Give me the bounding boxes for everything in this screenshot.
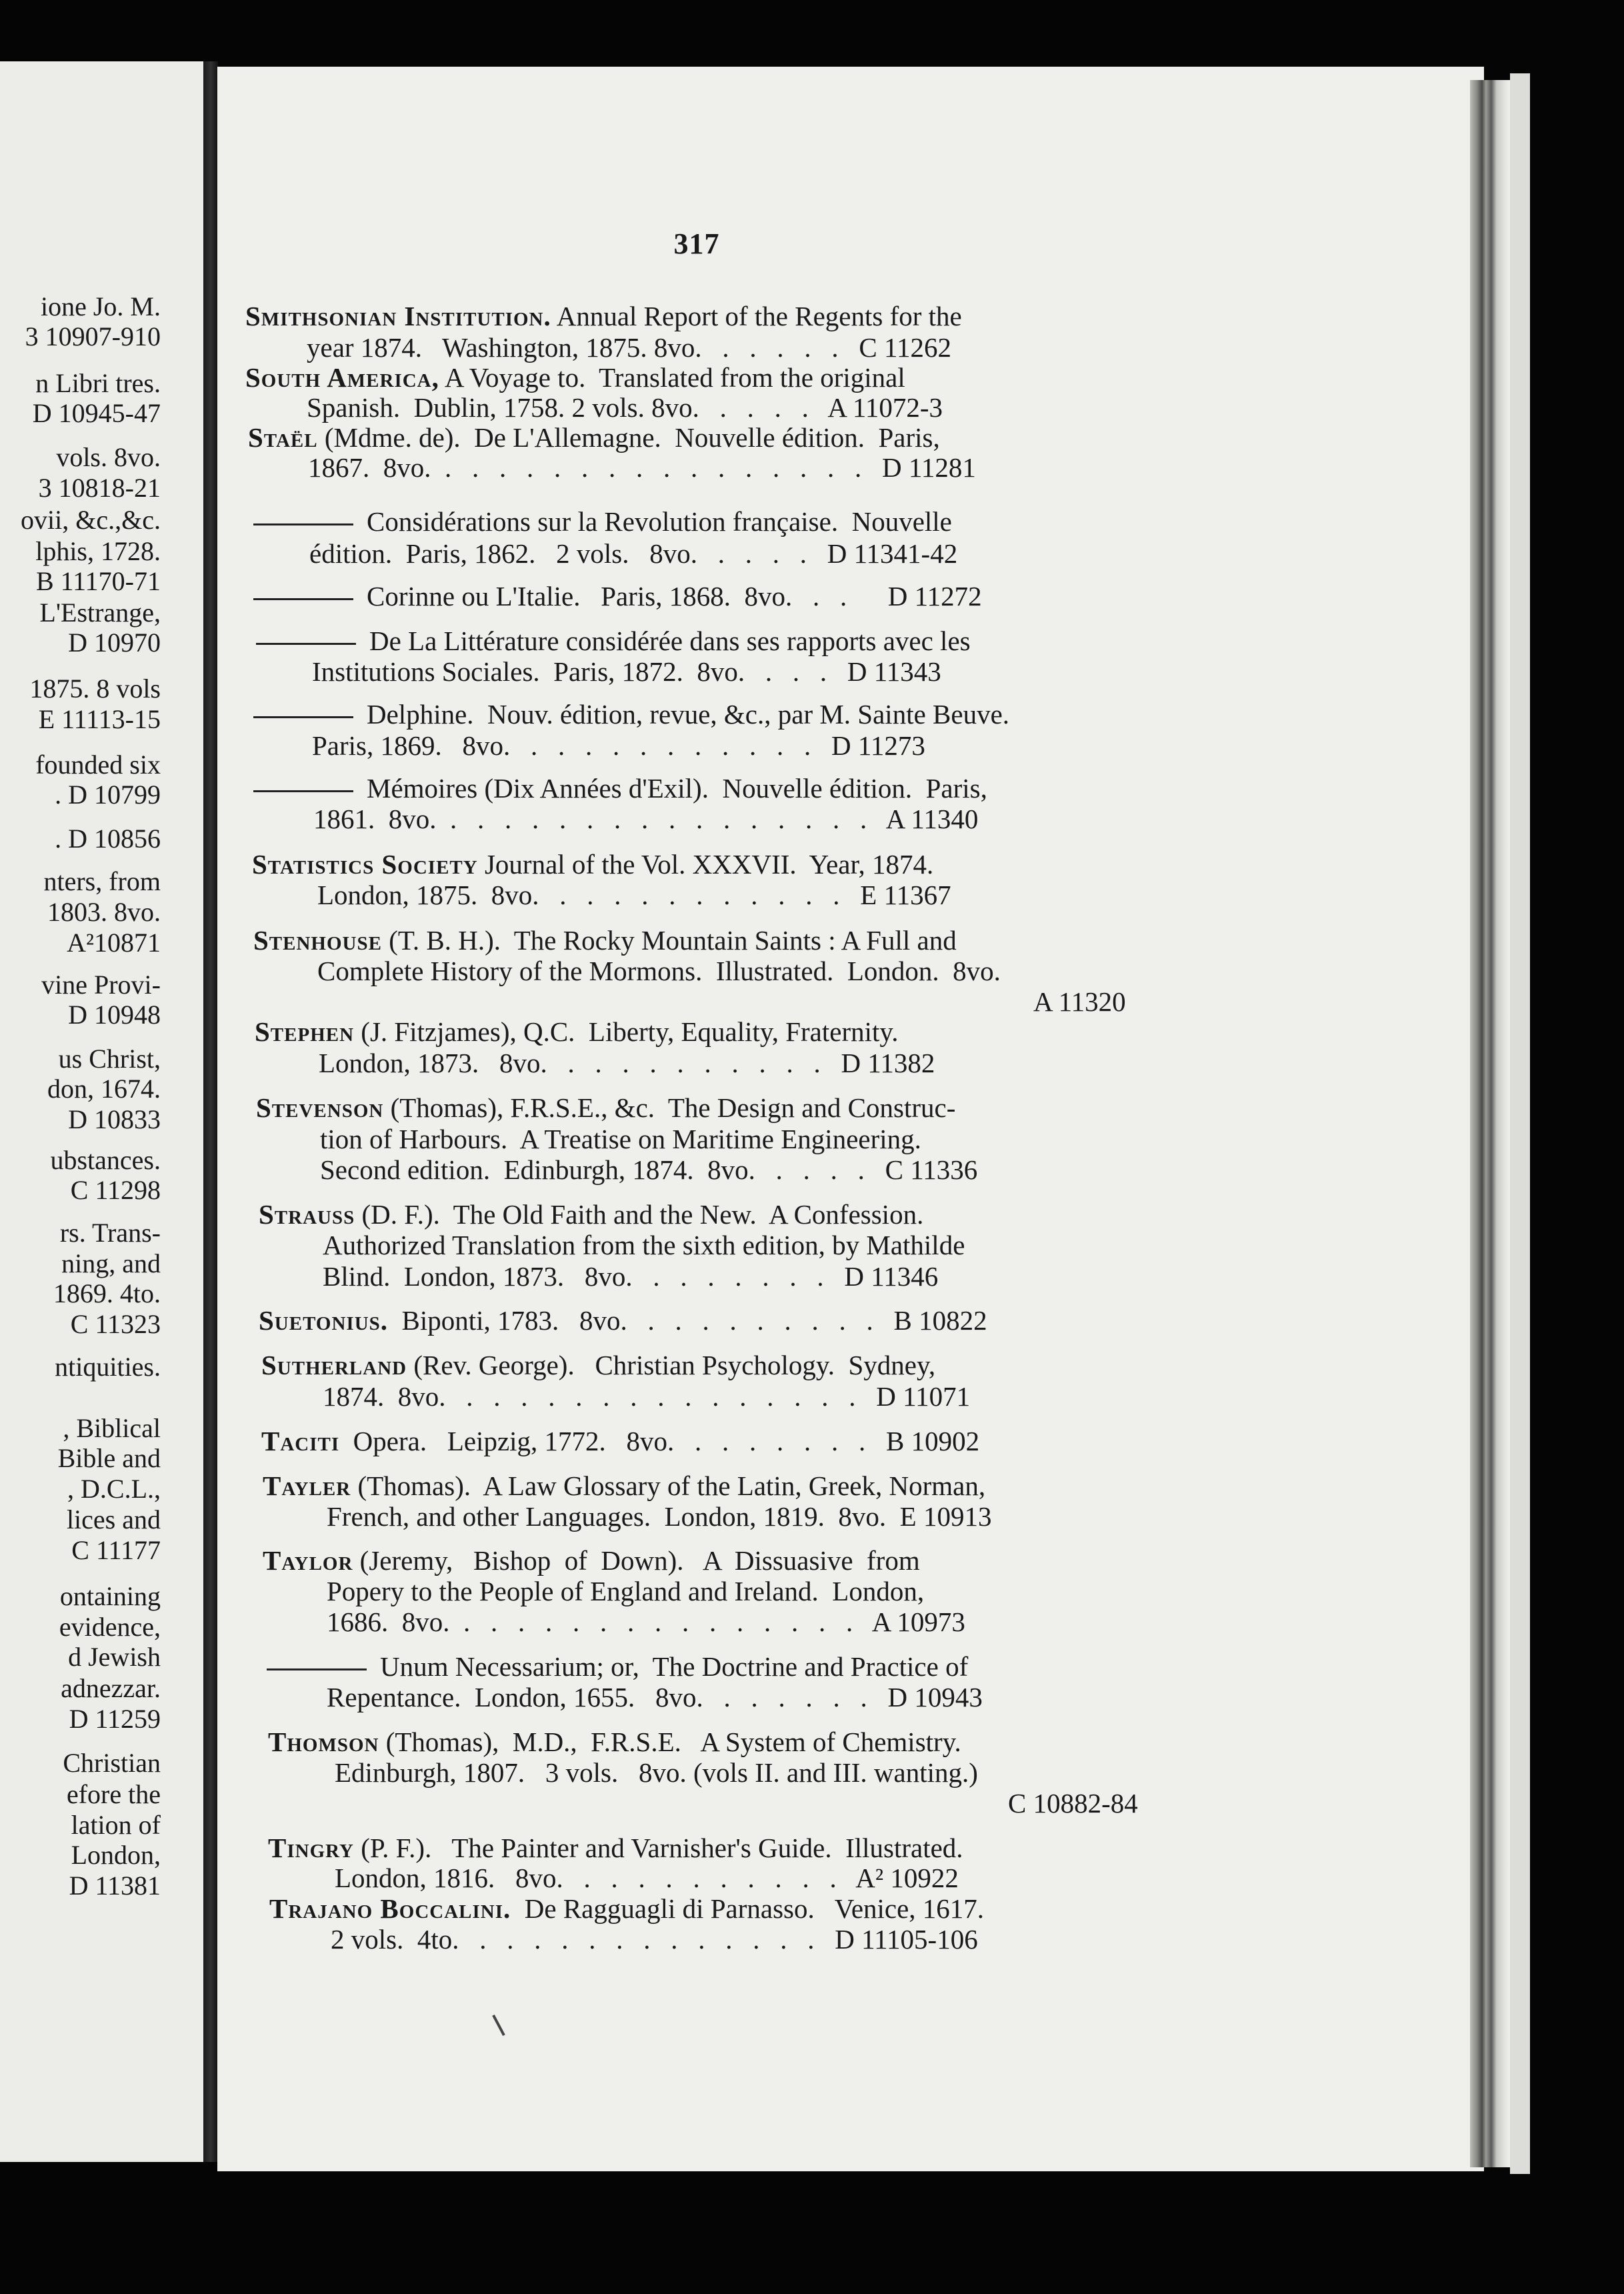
previous-page-text: C 11298 [70,1175,161,1205]
entry-text: De Ragguagli di Parnasso. Venice, 1617. [511,1893,985,1924]
entry-text: 1686. 8vo. . . . . . . . . . . . . . . . A 10973 [327,1606,965,1637]
entry-line [268,1832,1164,1864]
previous-page-text: 1803. 8vo. [47,897,161,927]
previous-page-text: ovii, &c.,&c. [21,505,161,535]
entry-line [327,1575,1159,1607]
previous-page-text: L'Estrange, [39,598,161,628]
previous-page-text: . D 10856 [55,824,161,854]
page-edge-margin [1510,73,1530,2174]
entry-text: (Thomas), F.R.S.E., &c. The Design and Construc- [383,1092,956,1123]
entry-text: Edinburgh, 1807. 3 vols. 8vo. (vols II. and III. wanting.) [335,1757,978,1788]
entry-text: (Mdme. de). De L'Allemagne. Nouvelle édition. Paris, [317,422,940,453]
previous-page-text: efore the [66,1779,161,1809]
entry-text: édition. Paris, 1862. 2 vols. 8vo. . . . . D 11341-42 [309,538,958,569]
previous-page-text: Bible and [57,1443,161,1473]
entry-line [256,625,1140,657]
previous-page-text: , D.C.L., [67,1474,161,1504]
entry-text: (D. F.). The Old Faith and the New. A Confession. [355,1199,924,1230]
previous-page-text: D 10948 [68,1000,161,1030]
entry-line [263,1544,1157,1576]
entry-heading: Tingry [268,1833,354,1863]
entry-line [312,656,1140,688]
entry-line [261,1425,1155,1457]
entry-line [323,1260,1152,1292]
previous-page-text: A²10871 [67,928,161,958]
entry-text: A 11320 [1033,986,1126,1017]
ditto-rule [253,790,353,792]
previous-page-text: C 11323 [70,1309,161,1339]
entry-line [267,1650,1160,1682]
entry-heading: Suetonius. [259,1305,389,1336]
entry-line [327,1500,1157,1532]
ditto-rule [256,643,356,645]
entry-text: Considérations sur la Revolution française. Nouvelle [367,506,952,537]
entry-line [255,1016,1147,1048]
entry-text: tion of Harbours. A Treatise on Maritime Engineering. [320,1124,921,1154]
previous-page-text: . D 10799 [55,780,161,810]
entry-text: Delphine. Nouv. édition, revue, &c., par M. Sainte Beuve. [367,699,1010,730]
book-gutter [203,61,218,2162]
entry-text: (J. Fitzjames), Q.C. Liberty, Equality, Fraternity. [354,1016,899,1047]
entry-line [259,1198,1151,1230]
ditto-rule [253,716,353,718]
entry-text: 1867. 8vo. . . . . . . . . . . . . . . . . D 11281 [308,452,976,483]
previous-page-text: ning, and [61,1248,161,1278]
entry-line [252,848,1144,880]
entry-heading: Tayler [263,1470,351,1501]
previous-page-text: us Christ, [58,1044,161,1074]
previous-page-text: D 10833 [68,1104,161,1134]
previous-page-text: d Jewish [68,1642,161,1672]
entry-line [1008,1787,1163,1819]
previous-page-text: D 10970 [68,628,161,658]
entry-line [253,580,1137,612]
entry-line [259,1304,1153,1336]
entry-text: Unum Necessarium; or, The Doctrine and Practice of [380,1651,969,1682]
previous-page-text: 3 10907-910 [25,321,161,351]
previous-page-text: nters, from [43,866,161,896]
entry-line [253,924,1144,956]
entry-line [269,1893,1165,1925]
entry-line [323,1380,1153,1412]
previous-page-text: founded six [35,750,161,780]
entry-line [263,1470,1157,1502]
entry-line [320,1123,1148,1155]
previous-page-text: lices and [66,1504,161,1534]
entry-line [261,1349,1153,1381]
previous-page-text: ubstances. [50,1145,161,1175]
entry-line [253,505,1137,537]
entry-text: Annual Report of the Regents for the [551,301,962,331]
entry-line [309,537,1137,569]
previous-page-text: lation of [71,1810,161,1840]
entry-text: Biponti, 1783. 8vo. . . . . . . . . . B 10822 [388,1305,987,1336]
entry-heading: Taylor [263,1545,353,1576]
entry-line [317,955,1145,987]
previous-page-text: B 11170-71 [35,566,161,596]
entry-line [308,451,1135,483]
entry-line [245,361,1133,393]
entry-text: Mémoires (Dix Années d'Exil). Nouvelle édition. Paris, [367,773,987,804]
entry-line [313,803,1143,835]
entry-line [1033,986,1145,1018]
entry-text: Opera. Leipzig, 1772. 8vo. . . . . . . . B 10902 [339,1426,980,1456]
ditto-rule [267,1668,367,1670]
entry-text: Institutions Sociales. Paris, 1872. 8vo. . . . D 11343 [312,656,941,687]
entry-heading: Staël [248,422,318,453]
entry-heading: Stevenson [256,1092,384,1123]
entry-text: (P. F.). The Painter and Varnisher's Guide. Illustrated. [354,1833,963,1863]
entry-text: (Thomas). A Law Glossary of the Latin, Greek, Norman, [351,1470,986,1501]
entry-heading: Stephen [255,1016,355,1047]
entry-text: (Thomas), M.D., F.R.S.E. A System of Chemistry. [379,1727,961,1757]
entry-line [320,1154,1149,1186]
entry-text: London, 1875. 8vo. . . . . . . . . . . . E 11367 [317,880,951,910]
entry-line [331,1923,1167,1955]
entry-heading: Smithsonian Institution. [245,301,551,331]
previous-page-text: C 11177 [71,1535,161,1565]
entry-line [307,391,1133,423]
entry-text: 2 vols. 4to. . . . . . . . . . . . . . D 11105-106 [331,1924,978,1955]
entry-line [327,1606,1159,1638]
ditto-rule [253,598,353,600]
previous-page-text: n Libri tres. [35,368,161,398]
entry-text: London, 1816. 8vo. . . . . . . . . . . A² 10922 [335,1863,959,1893]
entry-heading: Taciti [261,1426,340,1456]
entry-text: (T. B. H.). The Rocky Mountain Saints : A Full and [381,925,957,956]
entry-line [317,879,1144,911]
entry-text: Corinne ou L'Italie. Paris, 1868. 8vo. . . D 11272 [367,581,982,612]
entry-text: Second edition. Edinburgh, 1874. 8vo. . . . . C 11336 [320,1154,978,1185]
entry-text: 1874. 8vo. . . . . . . . . . . . . . . . D 11071 [323,1381,971,1412]
entry-text: Blind. London, 1873. 8vo. . . . . . . . D 11346 [323,1261,939,1292]
entry-text: Spanish. Dublin, 1758. 2 vols. 8vo. . . . . A 11072-3 [307,392,943,423]
entry-line [245,300,1133,332]
entry-text: De La Littérature considérée dans ses rapports avec les [369,626,971,656]
previous-page-text: lphis, 1728. [35,536,161,566]
entry-text: (Jeremy, Bishop of Down). A Dissuasive from [353,1545,920,1576]
previous-page-text: Christian [63,1748,161,1778]
page-edge-stack [1470,80,1510,2167]
entry-line [335,1757,1163,1789]
entry-line [256,1092,1148,1124]
entry-heading: Strauss [259,1199,355,1230]
entry-line [253,698,1140,730]
entry-line [335,1862,1164,1894]
entry-text: 1861. 8vo. . . . . . . . . . . . . . . . . A 11340 [313,804,979,834]
ditto-rule [253,523,353,525]
entry-text: Authorized Translation from the sixth edition, by Mathilde [323,1230,965,1260]
previous-page-text: D 10945-47 [32,398,161,428]
entry-heading: Sutherland [261,1350,407,1380]
previous-page-text: , Biblical [63,1413,161,1443]
entry-text: Complete History of the Mormons. Illustrated. London. 8vo. [317,956,1001,986]
entry-text: Repentance. London, 1655. 8vo. . . . . . . D 10943 [327,1682,983,1712]
previous-page-text: don, 1674. [47,1074,161,1104]
entry-line [319,1047,1147,1079]
previous-page-text: 1869. 4to. [53,1278,161,1308]
entry-heading: South America, [245,362,439,393]
entry-text: Popery to the People of England and Ireland. London, [327,1576,925,1606]
previous-page-text: vols. 8vo. [56,442,161,472]
entry-heading: Thomson [268,1727,379,1757]
entry-text: C 10882-84 [1008,1788,1138,1819]
previous-page-fragment [0,61,203,2162]
entry-text: (Rev. George). Christian Psychology. Sydney, [407,1350,936,1380]
entry-line [312,730,1140,762]
entry-line [268,1726,1161,1758]
previous-page-text: adnezzar. [61,1673,161,1703]
entry-line [253,772,1143,804]
previous-page-text: London, [71,1840,161,1870]
previous-page-text: D 11259 [69,1704,161,1734]
entry-text: French, and other Languages. London, 1819. 8vo. E 10913 [327,1501,992,1532]
entry-line [327,1681,1160,1713]
entry-text: A Voyage to. Translated from the original [439,362,905,393]
previous-page-text: evidence, [59,1612,161,1642]
entry-line [248,421,1135,453]
entry-line [307,331,1133,363]
previous-page-text: E 11113-15 [38,704,161,734]
entry-text: Journal of the Vol. XXXVII. Year, 1874. [477,849,934,880]
entry-text: Paris, 1869. 8vo. . . . . . . . . . . . D 11273 [312,730,925,761]
previous-page-text: vine Provi- [41,970,161,1000]
previous-page-text: ntiquities. [55,1352,161,1382]
previous-page-text: D 11381 [69,1871,161,1901]
previous-page-text: 1875. 8 vols [29,674,161,704]
entry-text: year 1874. Washington, 1875. 8vo. . . . . . C 11262 [307,332,951,363]
previous-page-text: rs. Trans- [59,1218,161,1248]
page-number: 317 [673,227,720,260]
previous-page-text: 3 10818-21 [38,473,161,503]
entry-line [323,1229,1151,1261]
entry-text: London, 1873. 8vo. . . . . . . . . . . D 11382 [319,1048,935,1078]
previous-page-text: ontaining [59,1581,161,1611]
previous-page-text: ione Jo. M. [41,291,161,321]
entry-heading: Trajano Boccalini. [269,1893,511,1924]
entry-heading: Stenhouse [253,925,382,956]
entry-heading: Statistics Society [252,849,478,880]
